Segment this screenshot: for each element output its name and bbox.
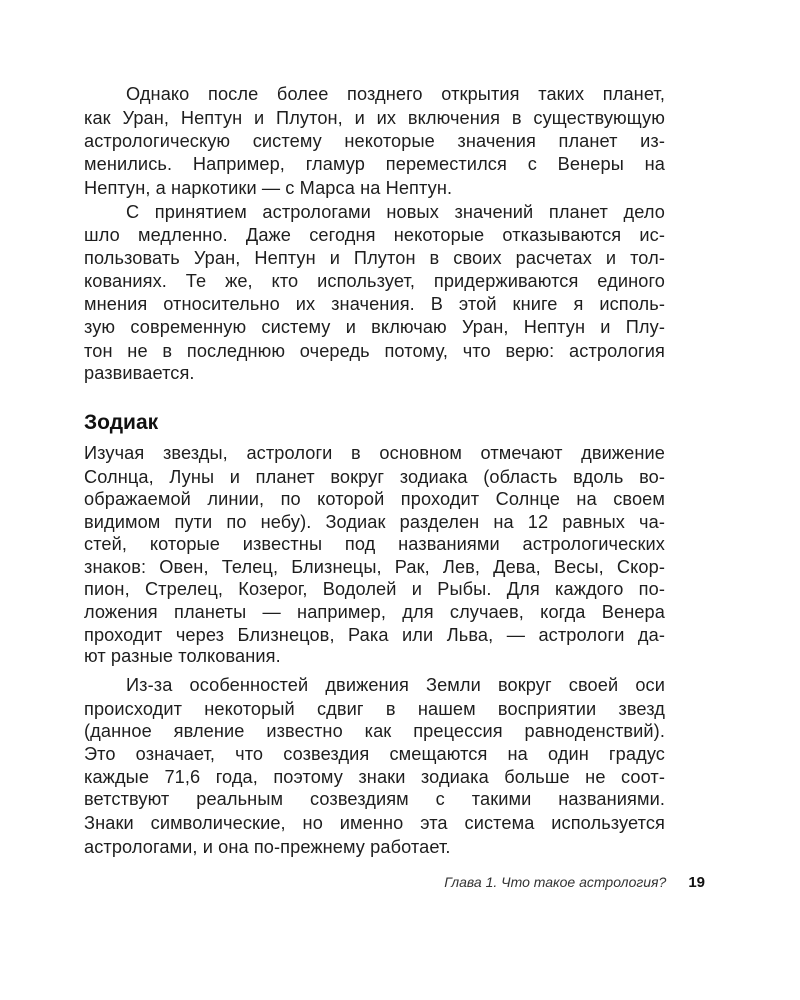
text-line: Знаки символические, но именно эта система используется (84, 813, 665, 833)
page-footer (84, 872, 705, 893)
text-line: кованиях. Те же, кто использует, придерживаются единого (84, 271, 665, 291)
text-line: Солнца, Луны и планет вокруг зодиака (область вдоль во- (84, 467, 665, 487)
text-line: пион, Стрелец, Козерог, Водолей и Рыбы. Для каждого по- (84, 579, 665, 599)
text-line: Это означает, что созвездия смещаются на один градус (84, 744, 665, 764)
text-line: стей, которые известны под названиями астрологических (84, 534, 665, 554)
text-line: пользовать Уран, Нептун и Плутон в своих расчетах и тол- (84, 248, 665, 268)
text-line: менились. Например, гламур переместился с Венеры на (84, 154, 665, 174)
text-line: Из-за особенностей движения Земли вокруг своей оси (126, 675, 665, 695)
page-number: 19 (688, 874, 705, 891)
running-footer-chapter: Глава 1. Что такое астрология? (444, 874, 667, 890)
text-line: астрологами, и она по-прежнему работает. (84, 837, 451, 857)
text-line: видимом пути по небу). Зодиак разделен на 12 равных ча- (84, 512, 665, 532)
text-line: зую современную систему и включаю Уран, Нептун и Плу- (84, 317, 665, 337)
section-heading: Зодиак (84, 411, 159, 434)
text-line: ют разные толкования. (84, 646, 281, 666)
text-line: Нептун, а наркотики — с Марса на Нептун. (84, 178, 453, 198)
text-line: астрологическую систему некоторые значения планет из- (84, 131, 665, 151)
text-line: развивается. (84, 363, 195, 383)
text-line: каждые 71,6 года, поэтому знаки зодиака больше не соот- (84, 767, 665, 787)
text-line: мнения относительно их значения. В этой книге я исполь- (84, 294, 665, 314)
text-line: ложения планеты — например, для случаев, когда Венера (84, 602, 665, 622)
text-line: происходит некоторый сдвиг в нашем восприятии звезд (84, 699, 665, 719)
text-line: (данное явление известно как прецессия равноденствий). (84, 721, 665, 741)
text-line: Изучая звезды, астрологи в основном отмечают движение (84, 443, 665, 463)
text-line: Однако после более позднего открытия таких планет, (126, 84, 665, 104)
text-line: ветствуют реальным созвездиям с такими названиями. (84, 789, 665, 809)
text-line: как Уран, Нептун и Плутон, и их включения в существующую (84, 108, 665, 128)
text-line: тон не в последнюю очередь потому, что верю: астрология (84, 341, 665, 361)
text-line: проходит через Близнецов, Рака или Льва, — астрологи да- (84, 625, 665, 645)
text-line: шло медленно. Даже сегодня некоторые отказываются ис- (84, 225, 665, 245)
text-line: знаков: Овен, Телец, Близнецы, Рак, Лев, Дева, Весы, Скор- (84, 557, 665, 577)
text-line: С принятием астрологами новых значений планет дело (126, 202, 665, 222)
text-line: ображаемой линии, по которой проходит Солнце на своем (84, 489, 665, 509)
